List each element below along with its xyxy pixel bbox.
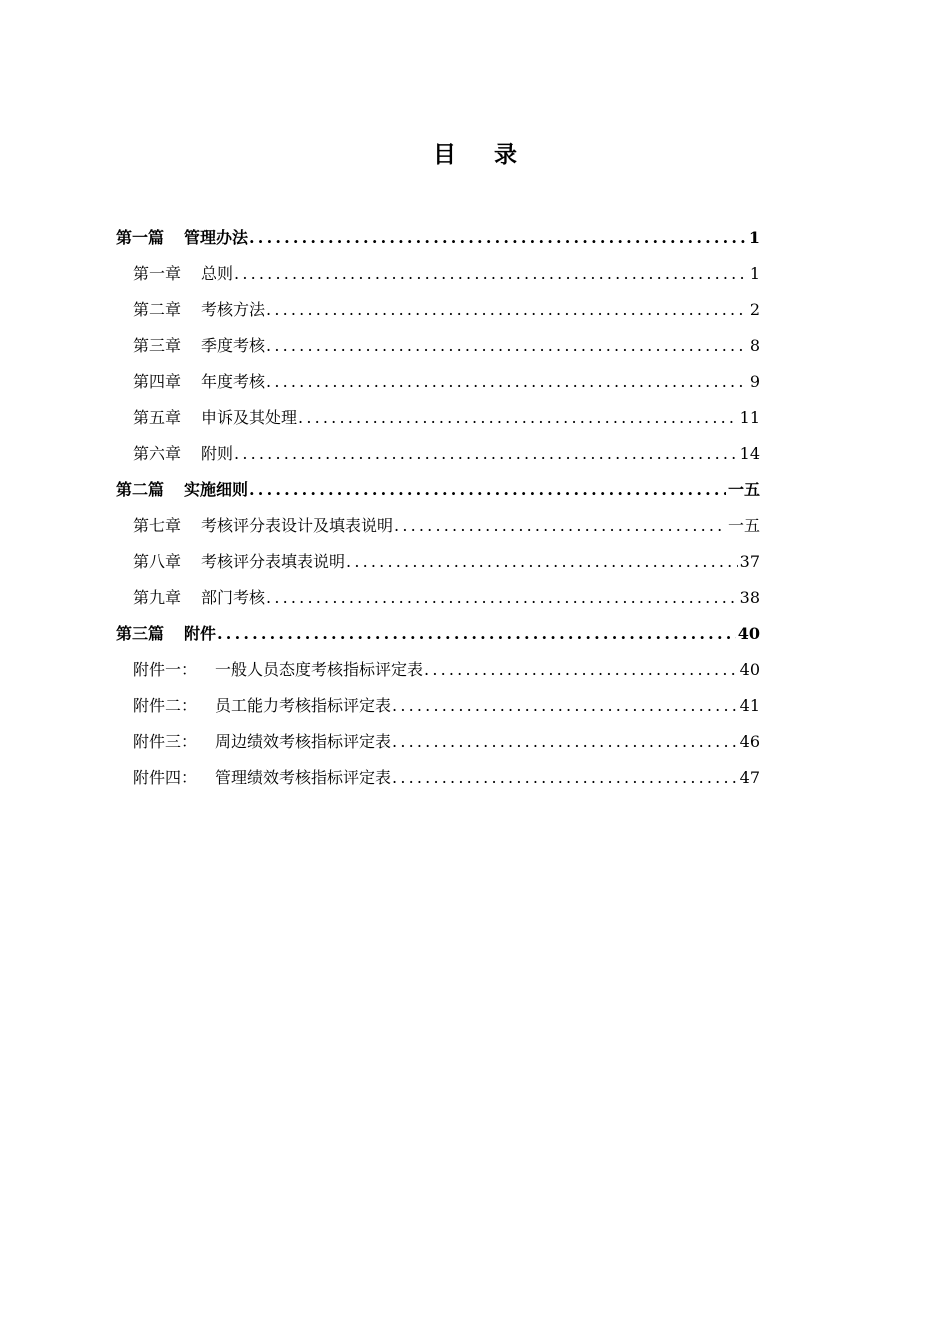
toc-dot-leader	[392, 724, 738, 760]
toc-entry-page-number: 11	[739, 408, 760, 427]
toc-dot-leader	[392, 760, 738, 796]
toc-entry-label: 周边绩效考核指标评定表	[215, 732, 392, 751]
toc-entry-label: 管理绩效考核指标评定表	[215, 768, 392, 787]
toc-entry-chapter[interactable]	[116, 580, 760, 616]
toc-entry-part[interactable]	[116, 616, 760, 652]
toc-entry-page-number: 14	[739, 444, 760, 463]
toc-title-char-2: 录	[494, 141, 517, 168]
toc-entry-page-number: 37	[739, 552, 760, 571]
toc-entry-appendix[interactable]	[116, 724, 760, 760]
toc-entry-number: 第五章	[133, 408, 182, 427]
toc-entry-number: 第二章	[133, 300, 182, 319]
toc-dot-leader	[234, 256, 748, 292]
toc-entry-number: 附件三：	[133, 732, 198, 751]
toc-entry-label: 考核评分表设计及填表说明	[201, 516, 394, 535]
toc-entry-number: 第三篇	[116, 624, 165, 643]
toc-entry-page-number: 1	[749, 264, 760, 283]
toc-entry-chapter[interactable]	[116, 508, 760, 544]
toc-entry-chapter[interactable]	[116, 292, 760, 328]
toc-entry-page-number: 9	[749, 372, 760, 391]
toc-entry-page-number: 40	[737, 624, 760, 643]
toc-entry-label: 管理办法	[184, 228, 249, 247]
toc-entry-page-number: 2	[749, 300, 760, 319]
toc-entry-label: 年度考核	[201, 372, 266, 391]
toc-dot-leader	[249, 220, 747, 256]
toc-title	[0, 136, 950, 169]
toc-entry-number: 第一章	[133, 264, 182, 283]
toc-entry-label: 考核方法	[201, 300, 266, 319]
toc-entry-number: 第七章	[133, 516, 182, 535]
toc-entry-page-number: 46	[739, 732, 760, 751]
toc-dot-leader	[346, 544, 738, 580]
toc-entry-label: 总则	[201, 264, 234, 283]
toc-entry-number: 附件一：	[133, 660, 198, 679]
toc-entry-appendix[interactable]	[116, 688, 760, 724]
toc-entry-appendix[interactable]	[116, 652, 760, 688]
toc-entry-number: 第六章	[133, 444, 182, 463]
toc-entry-chapter[interactable]	[116, 436, 760, 472]
toc-entry-page-number: 8	[749, 336, 760, 355]
toc-entry-label: 一般人员态度考核指标评定表	[215, 660, 424, 679]
toc-entry-page-number: 一五	[727, 516, 760, 535]
toc-entry-number: 附件二：	[133, 696, 198, 715]
toc-entry-appendix[interactable]	[116, 760, 760, 796]
toc-entry-chapter[interactable]	[116, 544, 760, 580]
toc-entry-page-number: 47	[739, 768, 760, 787]
toc-entry-chapter[interactable]	[116, 400, 760, 436]
toc-entry-number: 第三章	[133, 336, 182, 355]
toc-dot-leader	[394, 508, 726, 544]
toc-entry-number: 第一篇	[116, 228, 165, 247]
toc-entry-number: 第八章	[133, 552, 182, 571]
toc-entry-number: 第四章	[133, 372, 182, 391]
toc-entry-page-number: 38	[739, 588, 760, 607]
toc-entry-number: 附件四：	[133, 768, 198, 787]
table-of-contents	[116, 220, 760, 796]
toc-entry-chapter[interactable]	[116, 328, 760, 364]
toc-dot-leader	[266, 328, 748, 364]
toc-entry-page-number: 1	[748, 228, 760, 247]
toc-entry-label: 季度考核	[201, 336, 266, 355]
toc-dot-leader	[266, 580, 738, 616]
toc-dot-leader	[217, 616, 736, 652]
toc-entry-chapter[interactable]	[116, 364, 760, 400]
toc-dot-leader	[266, 292, 748, 328]
toc-dot-leader	[249, 472, 726, 508]
toc-entry-label: 实施细则	[184, 480, 249, 499]
toc-title-char-1: 目	[433, 141, 456, 168]
toc-entry-number: 第二篇	[116, 480, 165, 499]
toc-entry-label: 部门考核	[201, 588, 266, 607]
toc-dot-leader	[424, 652, 738, 688]
toc-dot-leader	[234, 436, 738, 472]
toc-entry-label: 附则	[201, 444, 234, 463]
toc-dot-leader	[392, 688, 738, 724]
toc-entry-label: 附件	[184, 624, 217, 643]
toc-entry-label: 员工能力考核指标评定表	[215, 696, 392, 715]
toc-entry-number: 第九章	[133, 588, 182, 607]
toc-entry-page-number: 40	[739, 660, 760, 679]
toc-entry-part[interactable]	[116, 220, 760, 256]
toc-entry-part[interactable]	[116, 472, 760, 508]
toc-dot-leader	[298, 400, 738, 436]
toc-entry-chapter[interactable]	[116, 256, 760, 292]
toc-entry-page-number: 一五	[727, 480, 760, 499]
toc-dot-leader	[266, 364, 748, 400]
toc-entry-label: 考核评分表填表说明	[201, 552, 346, 571]
toc-entry-page-number: 41	[739, 696, 760, 715]
toc-entry-label: 申诉及其处理	[201, 408, 298, 427]
